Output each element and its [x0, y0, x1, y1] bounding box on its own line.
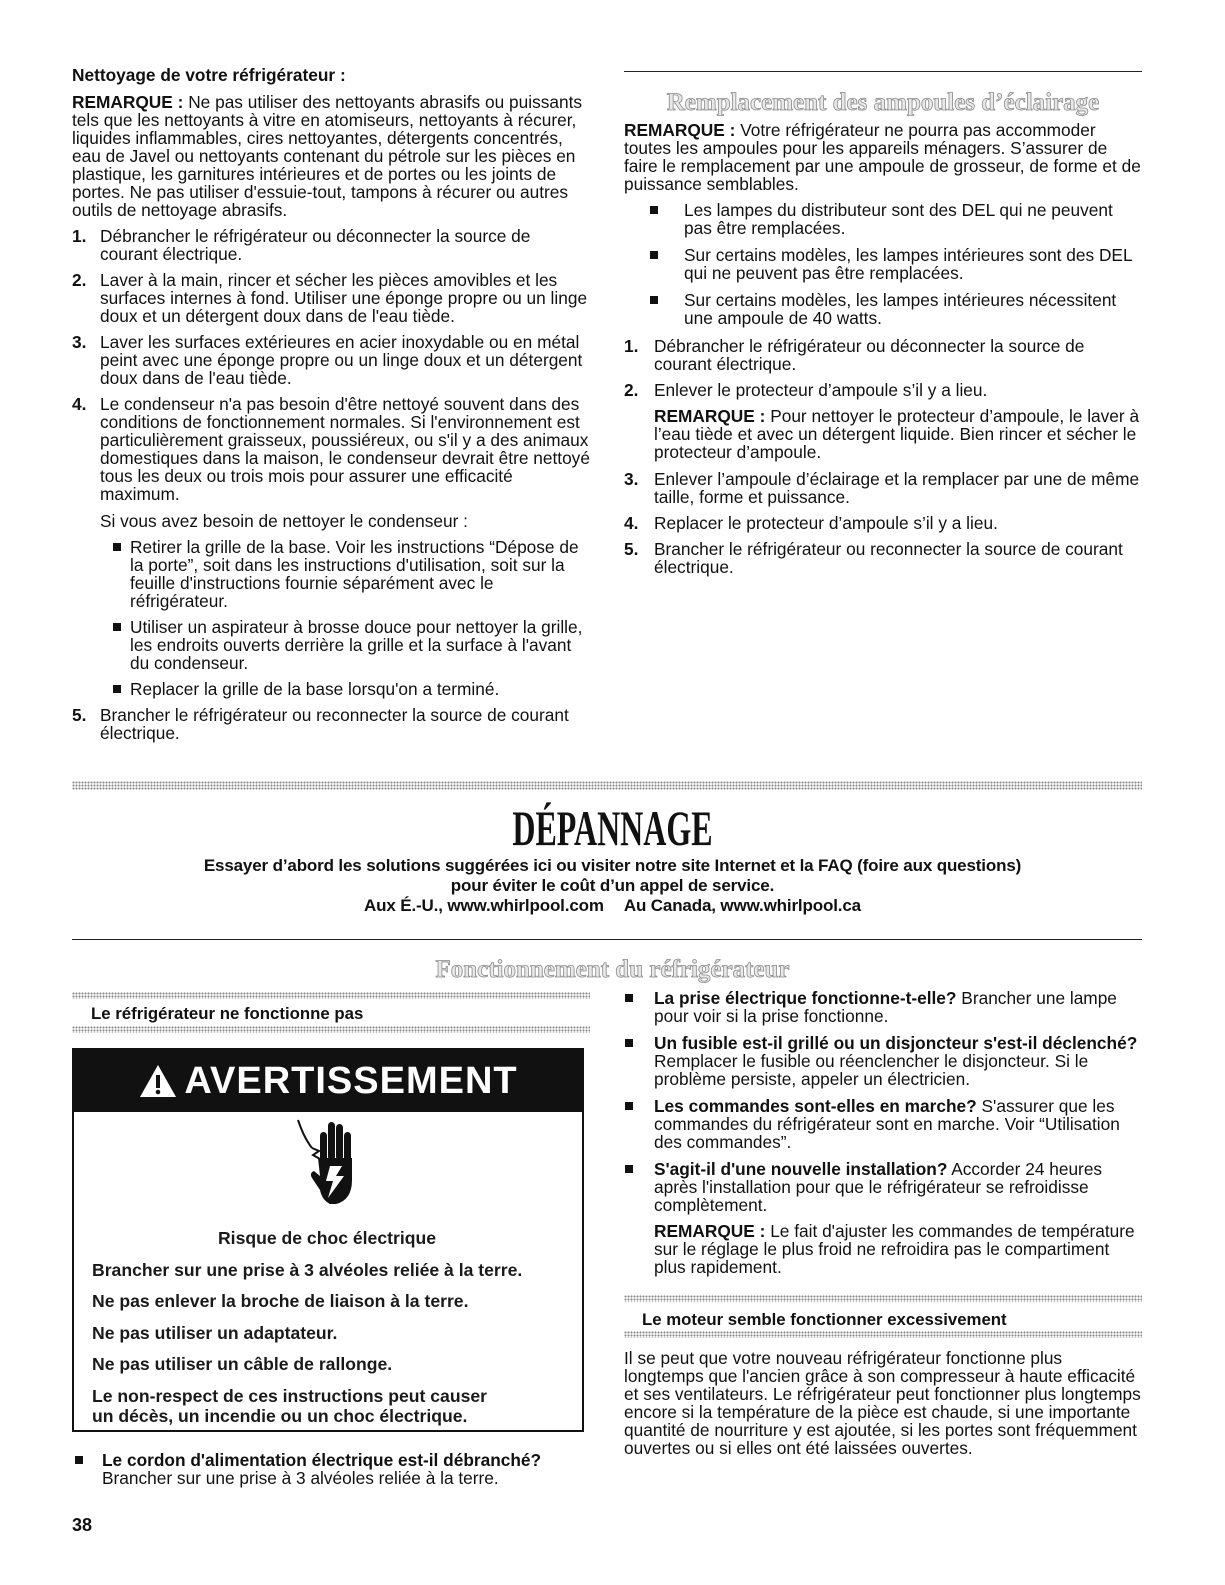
bullet-marker — [100, 680, 130, 698]
operation-section-title: Fonctionnement du réfrigérateur — [435, 956, 790, 983]
step-body — [654, 381, 1142, 461]
cleaning-step — [72, 706, 590, 742]
check-note — [654, 1222, 1142, 1276]
warning-triangle-icon — [138, 1063, 178, 1099]
bulb-step — [624, 470, 1142, 506]
step-sub-intro: Si vous avez besoin de nettoyer le condenseur : — [100, 511, 468, 531]
step-number: 2. — [624, 380, 639, 400]
check-question: S'agit-il d'une nouvelle installation? — [654, 1159, 948, 1179]
intro-line-3 — [0, 896, 1225, 916]
bullet-square-icon — [113, 685, 121, 693]
note-text: Ne pas utiliser des nettoyants abrasifs ou puissants tels que les nettoyants à vitre en atomiseurs, nettoyants à récurer, liquides inflammables, cires nettoyantes, détergents concentrés, eau de Javel ou nettoyants contenant du pétrole sur les pièces en plastique, les garnitures intérieures et de portes ou les joints de portes. Ne pas utiliser d'essuie-tout, tampons à récurer ou autres outils de nettoyage abrasifs. — [72, 92, 583, 220]
note-text: Votre réfrigérateur ne pourra pas accommoder toutes les ampoules pour les appareils ménagers. S’assurer de faire le remplacement par une ampoule de grosseur, de forme et de puissance semblables. — [624, 120, 1141, 194]
step-number: 1. — [72, 226, 87, 246]
check-answer: Remplacer le fusible ou réenclencher le disjoncteur. Si le problème persiste, appeler un électricien. — [654, 1051, 1089, 1089]
step-text: Débrancher le réfrigérateur ou déconnecter la source de courant électrique. — [654, 336, 1085, 374]
bullet-marker — [624, 291, 684, 327]
bulb-step — [624, 514, 1142, 532]
warning-hazard: Risque de choc électrique — [217, 1228, 437, 1248]
dotted-band — [72, 781, 1142, 790]
note-text: Pour nettoyer le protecteur d’ampoule, le laver à l’eau tiède et avec un détergent liquide. Bien rincer et sécher le protecteur d’ampoule. — [654, 406, 1140, 462]
bullet-marker — [624, 201, 684, 237]
section-rule — [624, 71, 1142, 72]
bullet-square-icon — [625, 1165, 633, 1173]
step-text: Enlever le protecteur d’ampoule s’il y a lieu. — [654, 380, 988, 400]
bullet-text: Retirer la grille de la base. Voir les instructions “Dépose de la porte”, soit dans les instructions d'utilisation, soit sur la feuille d'instructions fournie séparément avec le réfrigérateur. — [130, 537, 579, 611]
bullet-item — [100, 680, 590, 698]
cleaning-note — [72, 93, 590, 219]
canada-website: Au Canada, www.whirlpool.ca — [623, 896, 861, 915]
step-text: Replacer le protecteur d’ampoule s’il y a lieu. — [654, 513, 998, 533]
check-item — [624, 1097, 1142, 1151]
dotted-band — [624, 1331, 1142, 1338]
bulb-step — [624, 540, 1142, 576]
check-text — [654, 1097, 1142, 1151]
cleaning-title: Nettoyage de votre réfrigérateur : — [72, 65, 346, 85]
check-item — [624, 1034, 1142, 1088]
step-number: 2. — [72, 270, 87, 290]
bulb-note — [624, 121, 1142, 193]
bullet-square-icon — [625, 1102, 633, 1110]
bullet-marker — [624, 1160, 654, 1276]
us-website: Aux É.-U., www.whirlpool.com — [364, 896, 604, 915]
step-number: 5. — [72, 705, 87, 725]
bulb-step — [624, 337, 1142, 373]
warning-banner — [74, 1050, 582, 1112]
page-number: 38 — [72, 1515, 93, 1535]
bullet-marker — [624, 1034, 654, 1088]
bullet-square-icon — [75, 1456, 83, 1464]
bullet-item — [624, 201, 1142, 237]
not-running-checks — [624, 989, 1142, 1457]
step-text: Laver les surfaces extérieures en acier inoxydable ou en métal peint avec une éponge propre ou un linge doux et un détergent doux dans de l'eau tiède. — [100, 332, 583, 388]
check-question: Les commandes sont-elles en marche? — [654, 1096, 977, 1116]
dotted-band — [72, 992, 590, 999]
step-text: Laver à la main, rincer et sécher les pièces amovibles et les surfaces internes à fond. Utiliser une éponge propre ou un linge doux et un détergent doux dans de l'eau tiède. — [100, 270, 588, 326]
warning-line: Ne pas utiliser un adaptateur. — [92, 1322, 338, 1343]
bullet-marker — [624, 1097, 654, 1151]
electric-shock-hand-icon — [296, 1118, 360, 1206]
motor-text: Il se peut que votre nouveau réfrigérateur fonctionne plus longtemps que l'ancien grâce à son compresseur à haute efficacité et ses ventilateurs. Le réfrigérateur peut fonctionner plus longtemps encore si la température de la pièce est chaude, si une importante quantité de nourriture y est ajoutée, si les portes sont fréquemment ouvertes ou si elles ont été laissées ouvertes. — [624, 1348, 1141, 1458]
check-question: Un fusible est-il grillé ou un disjoncteur s'est-il déclenché? — [654, 1033, 1138, 1053]
step-number: 4. — [624, 513, 639, 533]
bullet-square-icon — [625, 1039, 633, 1047]
section-rule — [72, 939, 1142, 940]
bullet-item — [624, 291, 1142, 327]
troubleshooting-title: DÉPANNAGE — [512, 800, 713, 856]
bullet-item — [100, 618, 590, 672]
bullet-text: Utiliser un aspirateur à brosse douce pour nettoyer la grille, les endroits ouverts derrière la grille et la surface à l'avant du condenseur. — [130, 617, 583, 673]
check-item — [72, 1451, 590, 1487]
bullet-marker — [72, 1451, 102, 1487]
warning-line: Ne pas enlever la broche de liaison à la terre. — [92, 1291, 469, 1311]
step-text: Débrancher le réfrigérateur ou déconnecter la source de courant électrique. — [100, 226, 531, 264]
check-item — [624, 989, 1142, 1025]
bullet-square-icon — [625, 994, 633, 1002]
note-label: REMARQUE : — [72, 92, 184, 112]
bullet-square-icon — [113, 543, 121, 551]
check-text — [102, 1451, 590, 1487]
check-question: Le cordon d'alimentation électrique est-il débranché? — [102, 1450, 542, 1470]
cleaning-step — [72, 333, 590, 387]
bullet-marker — [100, 538, 130, 610]
check-answer: Brancher sur une prise à 3 alvéoles reliée à la terre. — [102, 1468, 499, 1488]
troubleshooting-intro — [0, 856, 1225, 916]
note-text: Le fait d'ajuster les commandes de température sur le réglage le plus froid ne refroidira pas le compartiment plus rapidement. — [654, 1221, 1135, 1277]
step-note — [654, 407, 1142, 461]
step-number: 1. — [624, 336, 639, 356]
dotted-band — [72, 1026, 590, 1033]
step-text: Enlever l’ampoule d’éclairage et la remplacer par une de même taille, forme et puissance. — [654, 469, 1140, 507]
bulb-section — [624, 121, 1142, 576]
bullet-text: Sur certains modèles, les lampes intérieures nécessitent une ampoule de 40 watts. — [684, 290, 1117, 328]
warning-line: Brancher sur une prise à 3 alvéoles reliée à la terre. — [92, 1259, 523, 1280]
step-number: 3. — [624, 469, 639, 489]
bullet-marker — [624, 246, 684, 282]
check-body — [654, 1160, 1142, 1276]
step-number: 4. — [72, 394, 87, 414]
note-label: REMARQUE : — [654, 1221, 766, 1241]
step-text: Brancher le réfrigérateur ou reconnecter la source de courant électrique. — [654, 539, 1123, 577]
check-answer: Brancher une lampe pour voir si la prise fonctionne. — [654, 988, 1117, 1026]
cleaning-step — [72, 271, 590, 325]
step-text: Le condenseur n'a pas besoin d'être nettoyé souvent dans des conditions de fonctionnement normales. Si l'environnement est particulièrement graisseux, poussiéreux, ou s'il y a des animaux domestiques dans la maison, le condenseur devrait être nettoyé tous les deux ou trois mois pour assurer une efficacité maximum. — [100, 394, 590, 504]
cleaning-step — [72, 227, 590, 263]
warning-banner-label: AVERTISSEMENT — [184, 1060, 518, 1102]
motor-heading: Le moteur semble fonctionner excessivement — [642, 1310, 1007, 1329]
step-number: 5. — [624, 539, 639, 559]
bullet-text: Sur certains modèles, les lampes intérieures sont des DEL qui ne peuvent pas être remplacées. — [684, 245, 1132, 283]
troubleshooting-title-wrap — [0, 800, 1225, 856]
bullet-square-icon — [650, 206, 658, 214]
check-text — [654, 989, 1142, 1025]
bullet-text: Les lampes du distributeur sont des DEL qui ne peuvent pas être remplacées. — [684, 200, 1113, 238]
bullet-square-icon — [113, 623, 121, 631]
bullet-item — [624, 246, 1142, 282]
intro-line-2: pour éviter le coût d’un appel de service. — [450, 876, 775, 895]
cleaning-section — [72, 66, 590, 742]
step-text: Brancher le réfrigérateur ou reconnecter la source de courant électrique. — [100, 705, 569, 743]
bullet-square-icon — [650, 251, 658, 259]
not-running-heading: Le réfrigérateur ne fonctionne pas — [91, 1004, 364, 1023]
cleaning-step — [72, 395, 590, 698]
check-item — [624, 1160, 1142, 1276]
bulb-step — [624, 381, 1142, 461]
check-text — [654, 1160, 1142, 1214]
intro-line-1: Essayer d’abord les solutions suggérées ici ou visiter notre site Internet et la FAQ (foire aux questions) — [203, 856, 1022, 875]
bullet-marker — [624, 989, 654, 1025]
warning-text — [92, 1228, 562, 1426]
step-body — [100, 395, 590, 698]
bullet-item — [100, 538, 590, 610]
bullet-text: Replacer la grille de la base lorsqu'on a terminé. — [130, 679, 500, 699]
bullet-square-icon — [650, 296, 658, 304]
warning-box — [72, 1048, 584, 1432]
step-number: 3. — [72, 332, 87, 352]
check-answer: S'assurer que les commandes du réfrigérateur sont en marche. Voir “Utilisation des commandes”. — [654, 1096, 1120, 1152]
note-label: REMARQUE : — [624, 120, 736, 140]
warning-consequence: Le non-respect de ces instructions peut causer un décès, un incendie ou un choc électrique. — [92, 1385, 487, 1426]
note-label: REMARQUE : — [654, 406, 766, 426]
warning-line: Ne pas utiliser un câble de rallonge. — [92, 1354, 393, 1374]
check-answer: Accorder 24 heures après l'installation pour que le réfrigérateur se refroidisse complètement. — [654, 1159, 1103, 1215]
check-question: La prise électrique fonctionne-t-elle? — [654, 988, 957, 1008]
bulb-section-title: Remplacement des ampoules d’éclairage — [666, 89, 1100, 116]
dotted-band — [624, 1295, 1142, 1302]
bullet-marker — [100, 618, 130, 672]
check-text — [654, 1034, 1142, 1088]
